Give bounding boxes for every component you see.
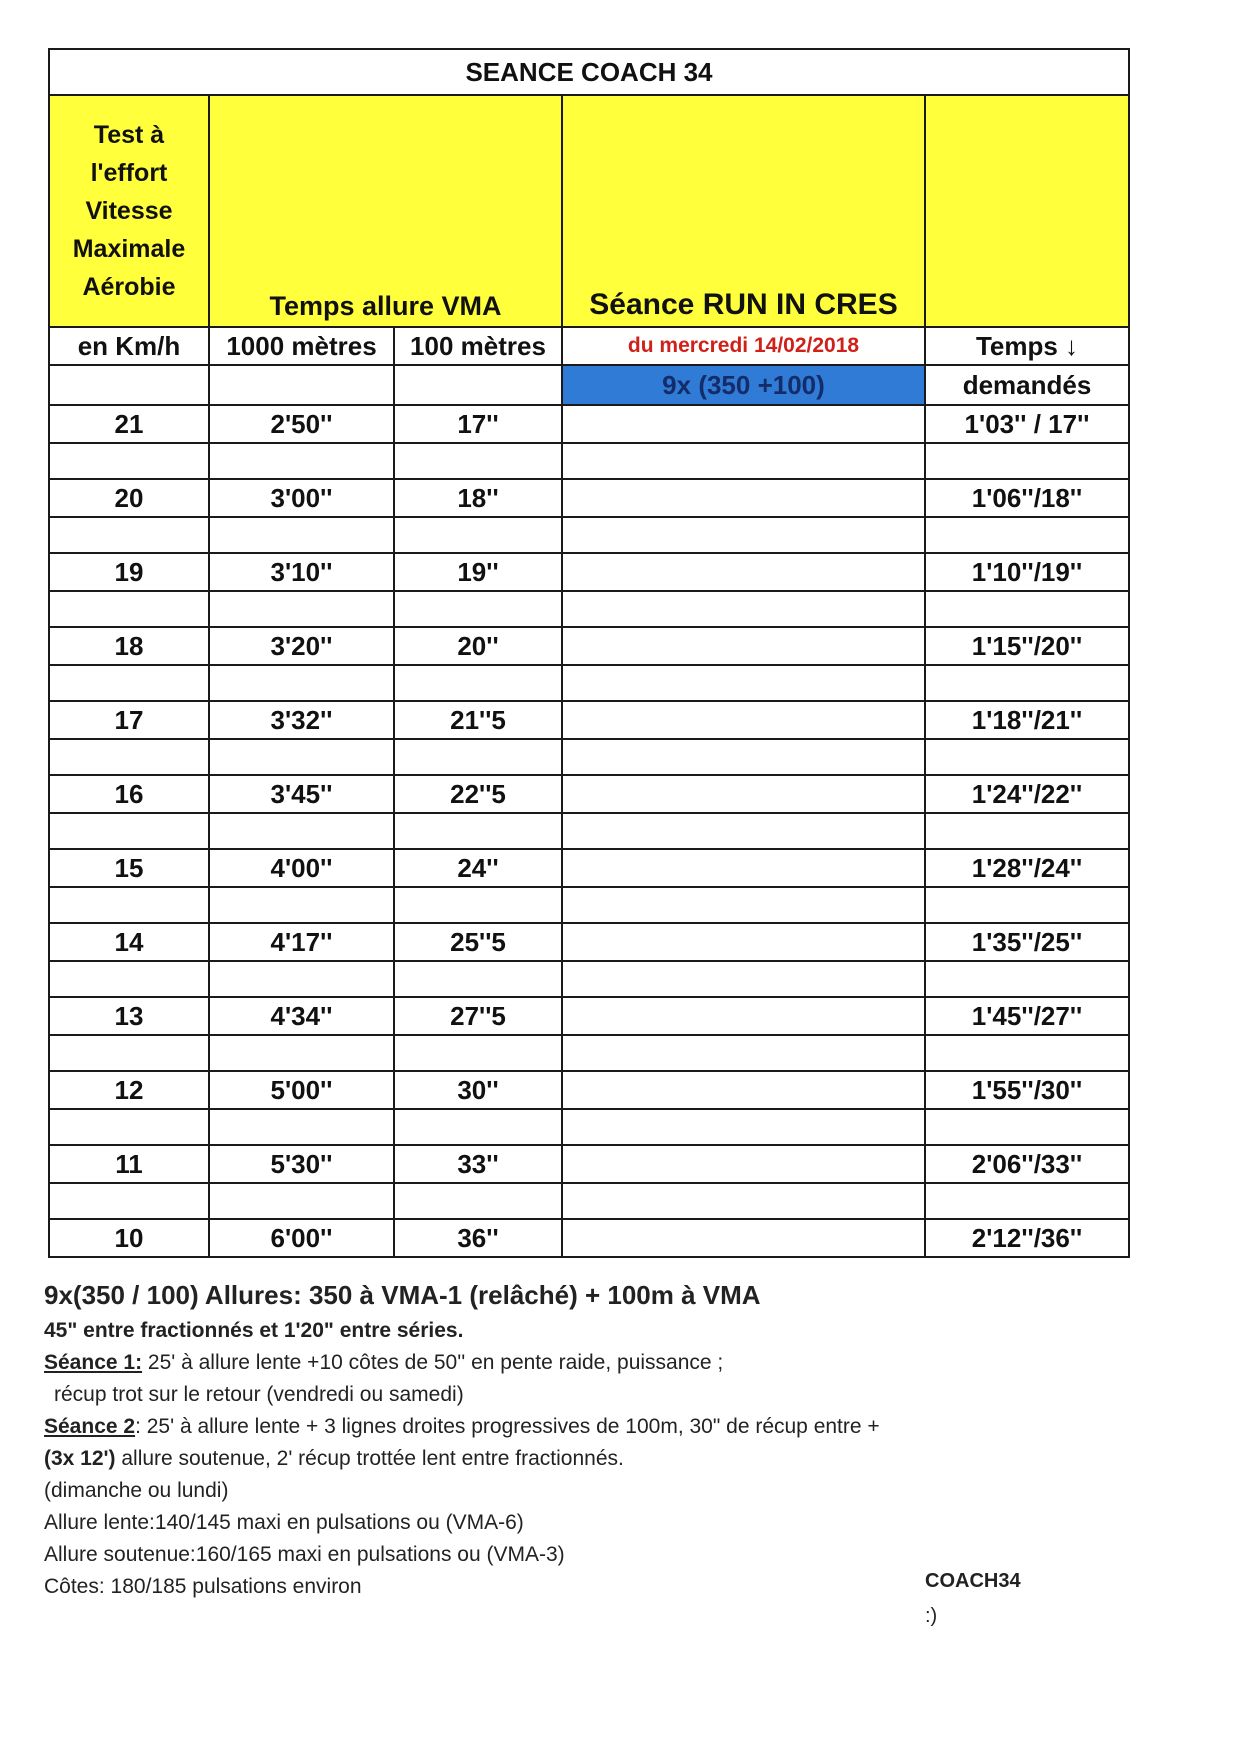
sheet-title: SEANCE COACH 34 [49, 49, 1129, 95]
blank-cell [925, 665, 1129, 701]
blank-cell [925, 1109, 1129, 1145]
table-row [49, 1071, 1129, 1109]
blank-cell [49, 517, 209, 553]
table-row [49, 923, 1129, 961]
notes-allure-soutenue: Allure soutenue:160/165 maxi en pulsations ou (VMA-3) [44, 1543, 565, 1566]
blank-cell [925, 443, 1129, 479]
blank-cell [49, 1183, 209, 1219]
blank-cell [209, 887, 394, 923]
blank-cell [209, 961, 394, 997]
blank-cell [394, 591, 562, 627]
notes-block [44, 1275, 1144, 1603]
blank-cell [209, 1109, 394, 1145]
demanded-time-cell: 1'06''/18'' [925, 479, 1129, 517]
notes-seance-2: Séance 2: 25' à allure lente + 3 lignes droites progressives de 100m, 30" de récup entre + [44, 1415, 880, 1438]
demanded-time-cell: 2'06''/33'' [925, 1145, 1129, 1183]
seance-cell [562, 997, 925, 1035]
seance-cell [562, 1219, 925, 1257]
blank-cell [394, 665, 562, 701]
speed-cell: 13 [49, 997, 209, 1035]
workout-label: 9x (350 +100) [562, 365, 925, 405]
time-1000m-cell: 3'45'' [209, 775, 394, 813]
header-temps: Temps ↓ [925, 327, 1129, 365]
time-100m-cell: 22''5 [394, 775, 562, 813]
blank-cell [562, 443, 925, 479]
header-demandes: demandés [925, 365, 1129, 405]
blank-cell [209, 1183, 394, 1219]
time-1000m-cell: 4'00'' [209, 849, 394, 887]
blank-cell [562, 1035, 925, 1071]
seance-cell [562, 479, 925, 517]
blank-cell [394, 961, 562, 997]
blank-cell [925, 517, 1129, 553]
blank-cell [209, 739, 394, 775]
notes-cotes: Côtes: 180/185 pulsations environ [44, 1575, 362, 1598]
blank-cell [925, 591, 1129, 627]
blank-cell [925, 961, 1129, 997]
blank-cell [209, 517, 394, 553]
blank-cell [209, 813, 394, 849]
blank-cell [925, 813, 1129, 849]
table-row [49, 405, 1129, 443]
speed-cell: 17 [49, 701, 209, 739]
time-100m-cell: 25''5 [394, 923, 562, 961]
time-100m-cell: 18'' [394, 479, 562, 517]
time-1000m-cell: 3'00'' [209, 479, 394, 517]
time-100m-cell: 17'' [394, 405, 562, 443]
demanded-time-cell: 1'24''/22'' [925, 775, 1129, 813]
time-100m-cell: 24'' [394, 849, 562, 887]
seance-cell [562, 553, 925, 591]
seance-cell [562, 1071, 925, 1109]
blank-cell [394, 1183, 562, 1219]
blank-cell [209, 1035, 394, 1071]
smiley: :) [925, 1605, 938, 1627]
seance-cell [562, 849, 925, 887]
blank-cell [394, 443, 562, 479]
time-1000m-cell: 3'10'' [209, 553, 394, 591]
seance-cell [562, 923, 925, 961]
blank-cell [562, 739, 925, 775]
demanded-time-cell: 1'10''/19'' [925, 553, 1129, 591]
time-100m-cell: 33'' [394, 1145, 562, 1183]
blank-cell [562, 665, 925, 701]
table-row [49, 997, 1129, 1035]
table-row [49, 849, 1129, 887]
time-1000m-cell: 6'00'' [209, 1219, 394, 1257]
speed-cell: 12 [49, 1071, 209, 1109]
table-row [49, 1145, 1129, 1183]
time-100m-cell: 21''5 [394, 701, 562, 739]
blank-cell [49, 365, 209, 405]
seance-cell [562, 775, 925, 813]
blank-cell [394, 813, 562, 849]
blank-cell [925, 1183, 1129, 1219]
seance-cell [562, 1145, 925, 1183]
blank-cell [49, 961, 209, 997]
time-1000m-cell: 4'34'' [209, 997, 394, 1035]
blank-cell [562, 887, 925, 923]
notes-seance-1: Séance 1: 25' à allure lente +10 côtes de 50'' en pente raide, puissance ; [44, 1351, 724, 1374]
speed-cell: 14 [49, 923, 209, 961]
notes-allure-lente: Allure lente:140/145 maxi en pulsations ou (VMA-6) [44, 1511, 524, 1534]
blank-cell [209, 443, 394, 479]
blank-cell [925, 739, 1129, 775]
speed-cell: 20 [49, 479, 209, 517]
time-100m-cell: 19'' [394, 553, 562, 591]
blank-cell [394, 1035, 562, 1071]
blank-cell [562, 813, 925, 849]
blank-cell [562, 591, 925, 627]
demanded-time-cell: 1'18''/21'' [925, 701, 1129, 739]
blank-cell [562, 961, 925, 997]
demanded-time-cell: 1'03'' / 17'' [925, 405, 1129, 443]
demanded-time-cell: 1'35''/25'' [925, 923, 1129, 961]
time-1000m-cell: 3'32'' [209, 701, 394, 739]
notes-seance-1-cont: récup trot sur le retour (vendredi ou samedi) [54, 1383, 464, 1406]
time-100m-cell: 20'' [394, 627, 562, 665]
blank-cell [209, 591, 394, 627]
time-1000m-cell: 4'17'' [209, 923, 394, 961]
speed-cell: 16 [49, 775, 209, 813]
notes-seance-2-days: (dimanche ou lundi) [44, 1479, 229, 1502]
demanded-time-cell: 1'45''/27'' [925, 997, 1129, 1035]
blank-cell [394, 887, 562, 923]
table-row [49, 627, 1129, 665]
time-100m-cell: 27''5 [394, 997, 562, 1035]
blank-cell [49, 1109, 209, 1145]
blank-cell [562, 517, 925, 553]
time-1000m-cell: 5'30'' [209, 1145, 394, 1183]
blank-cell [925, 1035, 1129, 1071]
header-empty [925, 95, 1129, 327]
header-temps-allure: Temps allure VMA [209, 95, 562, 327]
blank-cell [49, 665, 209, 701]
table-row [49, 479, 1129, 517]
header-1000m: 1000 mètres [209, 327, 394, 365]
blank-cell [209, 365, 394, 405]
header-unit-kmh: en Km/h [49, 327, 209, 365]
table-row [49, 701, 1129, 739]
speed-cell: 18 [49, 627, 209, 665]
demanded-time-cell: 2'12''/36'' [925, 1219, 1129, 1257]
blank-cell [394, 739, 562, 775]
speed-cell: 19 [49, 553, 209, 591]
notes-recovery: 45" entre fractionnés et 1'20" entre séries. [44, 1319, 464, 1342]
blank-cell [394, 1109, 562, 1145]
speed-cell: 10 [49, 1219, 209, 1257]
blank-cell [394, 517, 562, 553]
seance-cell [562, 701, 925, 739]
pace-table [48, 48, 1130, 1258]
signature: COACH34 [925, 1570, 1021, 1592]
demanded-time-cell: 1'28''/24'' [925, 849, 1129, 887]
time-100m-cell: 30'' [394, 1071, 562, 1109]
seance-cell [562, 405, 925, 443]
blank-cell [394, 365, 562, 405]
blank-cell [49, 591, 209, 627]
time-1000m-cell: 2'50'' [209, 405, 394, 443]
table-row [49, 553, 1129, 591]
speed-cell: 11 [49, 1145, 209, 1183]
blank-cell [209, 665, 394, 701]
header-seance: Séance RUN IN CRES [562, 95, 925, 327]
time-1000m-cell: 3'20'' [209, 627, 394, 665]
blank-cell [562, 1109, 925, 1145]
blank-cell [49, 443, 209, 479]
blank-cell [49, 813, 209, 849]
blank-cell [49, 1035, 209, 1071]
table-row [49, 775, 1129, 813]
demanded-time-cell: 1'15''/20'' [925, 627, 1129, 665]
speed-cell: 15 [49, 849, 209, 887]
blank-cell [49, 887, 209, 923]
demanded-time-cell: 1'55''/30'' [925, 1071, 1129, 1109]
notes-summary: 9x(350 / 100) Allures: 350 à VMA-1 (relâché) + 100m à VMA [44, 1280, 761, 1310]
blank-cell [49, 739, 209, 775]
table-row [49, 1219, 1129, 1257]
notes-seance-2-cont: (3x 12') allure soutenue, 2' récup trottée lent entre fractionnés. [44, 1447, 624, 1470]
header-test-effort: Test à l'effort Vitesse Maximale Aérobie [49, 95, 209, 327]
time-100m-cell: 36'' [394, 1219, 562, 1257]
workout-sheet [48, 48, 1128, 1258]
header-date: du mercredi 14/02/2018 [562, 327, 925, 365]
blank-cell [925, 887, 1129, 923]
blank-cell [562, 1183, 925, 1219]
time-1000m-cell: 5'00'' [209, 1071, 394, 1109]
speed-cell: 21 [49, 405, 209, 443]
seance-cell [562, 627, 925, 665]
header-100m: 100 mètres [394, 327, 562, 365]
